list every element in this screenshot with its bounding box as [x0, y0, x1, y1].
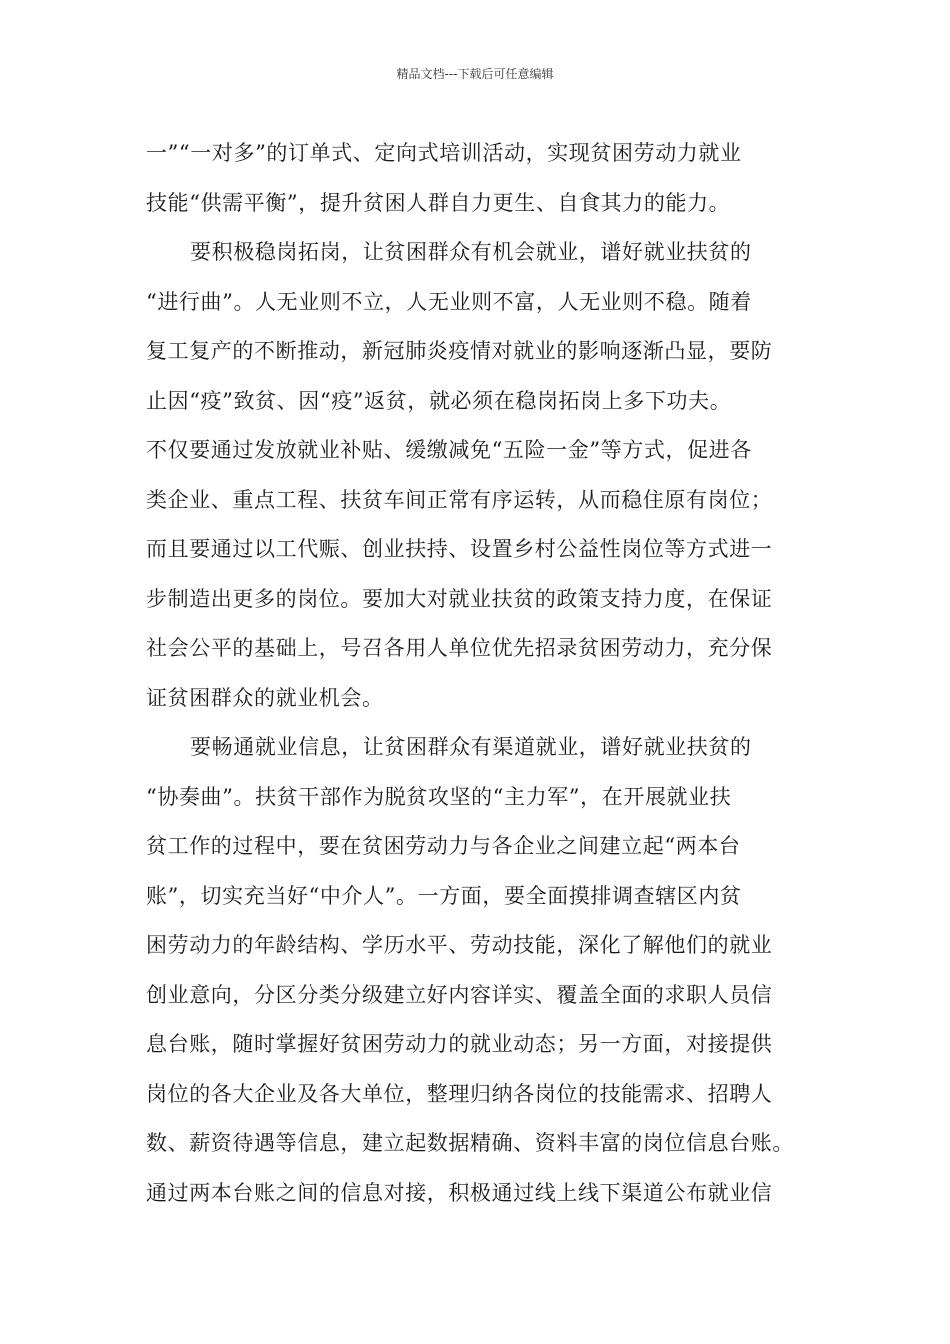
text-line: 社会公平的基础上，号召各用人单位优先招录贫困劳动力，充分保 — [146, 636, 773, 660]
text-line: 复工复产的不断推动，新冠肺炎疫情对就业的影响逐渐凸显，要防 — [146, 339, 773, 363]
text-line: 要积极稳岗拓岗，让贫困群众有机会就业，谱好就业扶贫的 — [190, 240, 752, 264]
text-line: 证贫困群众的就业机会。 — [146, 685, 384, 710]
text-line: 止因“疫”致贫、因“疫”返贫，就必须在稳岗拓岗上多下功夫。 — [146, 388, 732, 413]
paragraph-1 — [146, 134, 826, 233]
text-line: 要畅通就业信息，让贫困群众有渠道就业，谱好就业扶贫的 — [190, 735, 752, 759]
paragraph-3 — [146, 728, 826, 1223]
text-line: “进行曲”。人无业则不立，人无业则不富，人无业则不稳。随着 — [146, 289, 752, 314]
document-body — [146, 134, 826, 1223]
text-line: 类企业、重点工程、扶贫车间正常有序运转，从而稳住原有岗位； — [146, 487, 773, 512]
text-line: 困劳动力的年龄结构、学历水平、劳动技能，深化了解他们的就业 — [146, 933, 773, 957]
text-line: 岗位的各大企业及各大单位，整理归纳各岗位的技能需求、招聘人 — [146, 1081, 773, 1106]
text-line: 账”，切实充当好“中介人”。一方面，要全面摸排调查辖区内贫 — [146, 883, 742, 908]
text-line: 而且要通过以工代赈、创业扶持、设置乡村公益性岗位等方式进一 — [146, 537, 773, 561]
text-line: “协奏曲”。扶贫干部作为脱贫攻坚的“主力军”，在开展就业扶 — [146, 784, 732, 809]
text-line: 不仅要通过发放就业补贴、缓缴减免“五险一金”等方式，促进各 — [146, 438, 752, 462]
paragraph-2 — [146, 233, 826, 728]
text-line: 数、薪资待遇等信息，建立起数据精确、资料丰富的岗位信息台账。 — [146, 1131, 794, 1155]
text-line: 技能“供需平衡”，提升贫困人群自力更生、自食其力的能力。 — [146, 190, 731, 215]
text-line: 步制造出更多的岗位。要加大对就业扶贫的政策支持力度，在保证 — [146, 586, 773, 611]
text-line: 贫工作的过程中，要在贫困劳动力与各企业之间建立起“两本台 — [146, 834, 741, 858]
page-header: 精品文档---下载后可任意编辑 — [396, 67, 554, 81]
text-line: 一”“一对多”的订单式、定向式培训活动，实现贫困劳动力就业 — [146, 141, 742, 165]
text-line: 息台账，随时掌握好贫困劳动力的就业动态；另一方面，对接提供 — [146, 1032, 773, 1056]
text-line: 通过两本台账之间的信息对接，积极通过线上线下渠道公布就业信 — [146, 1180, 773, 1205]
text-line: 创业意向，分区分类分级建立好内容详实、覆盖全面的求职人员信 — [146, 982, 773, 1007]
